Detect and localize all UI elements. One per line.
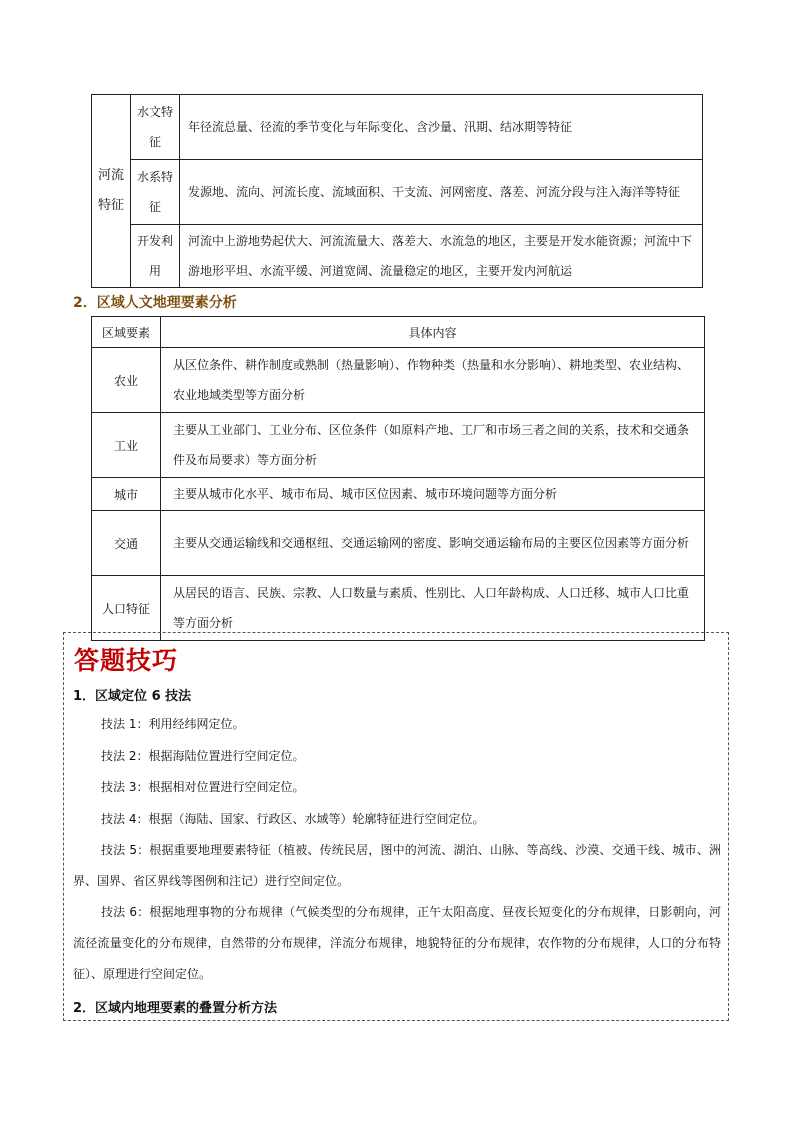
tip-item-1: 技法 1：利用经纬网定位。 bbox=[101, 717, 245, 731]
answer-tips-box bbox=[63, 632, 729, 1021]
row-transport-key: 交通 bbox=[92, 511, 161, 576]
tips-title: 答题技巧 bbox=[74, 646, 179, 675]
tip-item-5: 技法 5：根据重要地理要素特征（植被、传统民居，图中的河流、湖泊、山脉、等高线、沙漠、交通干线、城市、洲界、国界、省区界线等图例和注记）进行空间定位。 bbox=[73, 843, 721, 888]
row-industry-key: 工业 bbox=[92, 413, 161, 478]
river-feature-group-label: 河流特征 bbox=[92, 95, 131, 288]
row-city-value: 主要从城市化水平、城市布局、城市区位因素、城市环境问题等方面分析 bbox=[161, 478, 705, 511]
row-industry-value: 主要从工业部门、工业分布、区位条件（如原料产地、工厂和市场三者之间的关系，技术和交通条件及布局要求）等方面分析 bbox=[161, 413, 705, 478]
river-row-development-desc: 河流中上游地势起伏大、河流流量大、落差大、水流急的地区，主要是开发水能资源；河流中下游地形平坦、水流平缓、河道宽阔、流量稳定的地区，主要开发内河航运 bbox=[180, 225, 703, 288]
tip-item-6: 技法 6：根据地理事物的分布规律（气候类型的分布规律，正午太阳高度、昼夜长短变化的分布规律，日影朝向，河流径流量变化的分布规律，自然带的分布规律，洋流分布规律，地貌特征的分布规律，农作物的分布规律，人口的分布特征）、原理进行空间定位。 bbox=[73, 905, 721, 981]
row-population-key: 人口特征 bbox=[92, 576, 161, 641]
row-transport-value: 主要从交通运输线和交通枢纽、交通运输网的密度、影响交通运输布局的主要区位因素等方面分析 bbox=[161, 511, 705, 576]
section-2-title: 2．区域人文地理要素分析 bbox=[73, 295, 237, 311]
river-row-hydrology-label: 水文特征 bbox=[131, 95, 180, 160]
row-city-key: 城市 bbox=[92, 478, 161, 511]
tip-item-3: 技法 3：根据相对位置进行空间定位。 bbox=[101, 780, 305, 794]
river-row-system-label: 水系特征 bbox=[131, 160, 180, 225]
row-agriculture-value: 从区位条件、耕作制度或熟制（热量影响）、作物种类（热量和水分影响）、耕地类型、农业结构、农业地域类型等方面分析 bbox=[161, 348, 705, 413]
header-content: 具体内容 bbox=[161, 317, 705, 348]
row-population-value: 从居民的语言、民族、宗教、人口数量与素质、性别比、人口年龄构成、人口迁移、城市人口比重等方面分析 bbox=[161, 576, 705, 641]
river-row-system-desc: 发源地、流向、河流长度、流域面积、干支流、河网密度、落差、河流分段与注入海洋等特征 bbox=[180, 160, 703, 225]
header-element: 区域要素 bbox=[92, 317, 161, 348]
tips-heading-1: 1．区域定位 6 技法 bbox=[73, 689, 192, 704]
river-feature-table bbox=[91, 94, 703, 288]
tips-heading-2: 2．区域内地理要素的叠置分析方法 bbox=[73, 1001, 278, 1016]
river-row-hydrology-desc: 年径流总量、径流的季节变化与年际变化、含沙量、汛期、结冰期等特征 bbox=[180, 95, 703, 160]
river-row-development-label: 开发利用 bbox=[131, 225, 180, 288]
row-agriculture-key: 农业 bbox=[92, 348, 161, 413]
tip-item-4: 技法 4：根据（海陆、国家、行政区、水域等）轮廓特征进行空间定位。 bbox=[101, 812, 485, 826]
human-geography-table bbox=[91, 316, 705, 641]
tip-item-2: 技法 2：根据海陆位置进行空间定位。 bbox=[101, 749, 305, 763]
